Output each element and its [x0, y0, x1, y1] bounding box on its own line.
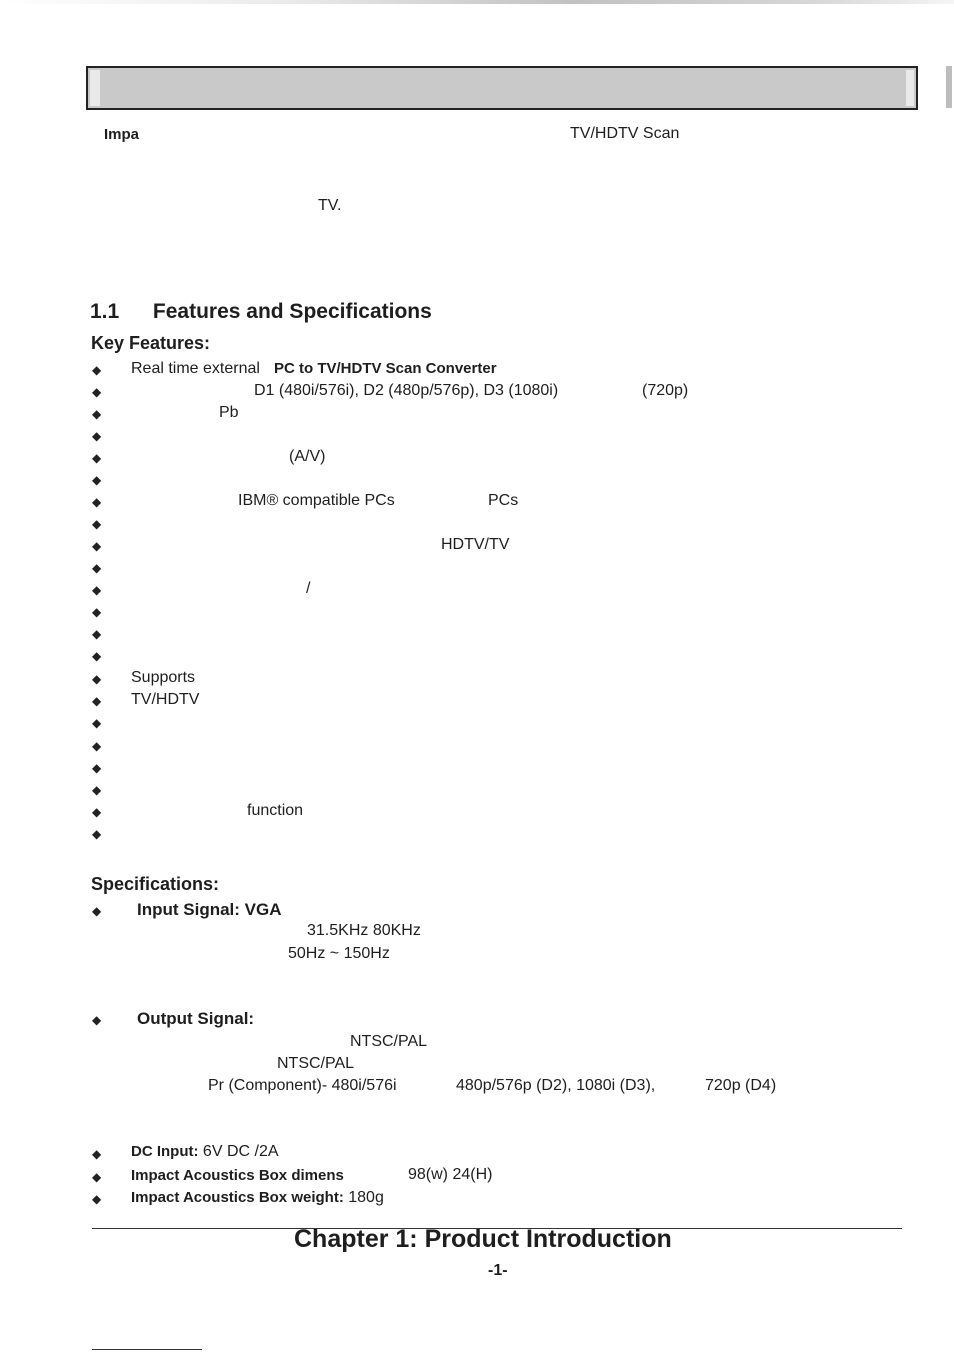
- specifications-heading: Specifications:: [91, 874, 220, 894]
- feature-bullet: ◆: [92, 561, 102, 575]
- output-signal-line2: NTSC/PAL: [277, 1055, 355, 1072]
- feature-bullet: ◆: [92, 473, 102, 487]
- feature-bullet: ◆: [92, 761, 102, 775]
- box-dimens-label: Impact Acoustics Box dimens: [131, 1167, 344, 1184]
- feature-bullet: ◆: [92, 716, 102, 730]
- box-weight-value: 180g: [343, 1189, 384, 1206]
- dc-input-value: 6V DC /2A: [198, 1143, 279, 1160]
- feature-bullet: ◆: [92, 517, 102, 531]
- feature-item-text: (720p): [642, 382, 689, 399]
- chapter-header-bar: [86, 66, 918, 110]
- box-dimens-value: 98(w) 24(H): [408, 1166, 493, 1183]
- spec-bullet: ◆: [92, 1013, 102, 1027]
- output-signal-label: Output Signal:: [137, 1009, 255, 1028]
- feature-bullet: ◆: [92, 694, 102, 708]
- section-title: Features and Specifications: [152, 300, 432, 323]
- intro-line2-fragment: TV.: [318, 197, 342, 214]
- feature-item-text: D1 (480i/576i), D2 (480p/576p), D3 (1080i): [254, 382, 559, 399]
- feature-item-text: Pb: [219, 404, 239, 421]
- output-signal-line1: NTSC/PAL: [350, 1033, 428, 1050]
- output-signal-line3-right: 720p (D4): [705, 1077, 777, 1094]
- feature-bullet: ◆: [92, 827, 102, 841]
- footer-chapter-title: Chapter 1: Product Introduction: [294, 1225, 672, 1253]
- footnote-rule: [92, 1349, 202, 1350]
- feature-item-text: TV/HDTV: [131, 691, 200, 708]
- scan-edge-noise: [0, 0, 954, 4]
- feature-bullet: ◆: [92, 539, 102, 553]
- feature-item-text: (A/V): [289, 448, 326, 465]
- intro-line1-left: Impa: [104, 126, 140, 143]
- spec-bullet: ◆: [92, 904, 102, 918]
- feature-item-text: IBM® compatible PCs: [238, 492, 395, 509]
- feature-bullet: ◆: [92, 583, 102, 597]
- feature-item-text: /: [306, 580, 311, 597]
- feature-bullet: ◆: [92, 363, 102, 377]
- page-number: -1-: [488, 1262, 508, 1279]
- feature-bullet: ◆: [92, 672, 102, 686]
- spec-bullet: ◆: [92, 1147, 102, 1161]
- feature-bullet: ◆: [92, 495, 102, 509]
- intro-line1-right: TV/HDTV Scan: [570, 125, 680, 142]
- key-features-heading: Key Features:: [91, 333, 211, 353]
- spec-bullet: ◆: [92, 1170, 102, 1184]
- feature-bullet: ◆: [92, 407, 102, 421]
- section-heading: [90, 300, 432, 324]
- feature-bullet: ◆: [92, 451, 102, 465]
- feature-item-text: PC to TV/HDTV Scan Converter: [274, 360, 497, 377]
- feature-bullet: ◆: [92, 739, 102, 753]
- feature-item-text: function: [247, 802, 304, 819]
- box-weight-line: [131, 1189, 384, 1207]
- spec-bullet: ◆: [92, 1192, 102, 1206]
- input-signal-label: Input Signal: VGA: [137, 900, 282, 919]
- feature-bullet: ◆: [92, 429, 102, 443]
- feature-bullet: ◆: [92, 649, 102, 663]
- feature-bullet: ◆: [92, 627, 102, 641]
- feature-bullet: ◆: [92, 385, 102, 399]
- input-signal-vsync: 50Hz ~ 150Hz: [288, 945, 390, 962]
- output-signal-line3-mid: 480p/576p (D2), 1080i (D3),: [456, 1077, 656, 1094]
- feature-item-text: HDTV/TV: [441, 536, 510, 553]
- feature-bullet: ◆: [92, 605, 102, 619]
- feature-item-text: Real time external: [131, 360, 260, 377]
- dc-input-line: [131, 1143, 279, 1161]
- input-signal-hsync: 31.5KHz 80KHz: [307, 922, 421, 939]
- feature-bullet: ◆: [92, 783, 102, 797]
- output-signal-line3-left: Pr (Component)- 480i/576i: [208, 1077, 397, 1094]
- section-number: 1.1: [90, 300, 120, 323]
- feature-item-text: PCs: [488, 492, 519, 509]
- page-edge-mark: [946, 66, 952, 108]
- dc-input-label: DC Input:: [131, 1143, 199, 1160]
- feature-item-text: Supports: [131, 669, 196, 686]
- feature-bullet: ◆: [92, 805, 102, 819]
- box-weight-label: Impact Acoustics Box weight:: [131, 1189, 344, 1206]
